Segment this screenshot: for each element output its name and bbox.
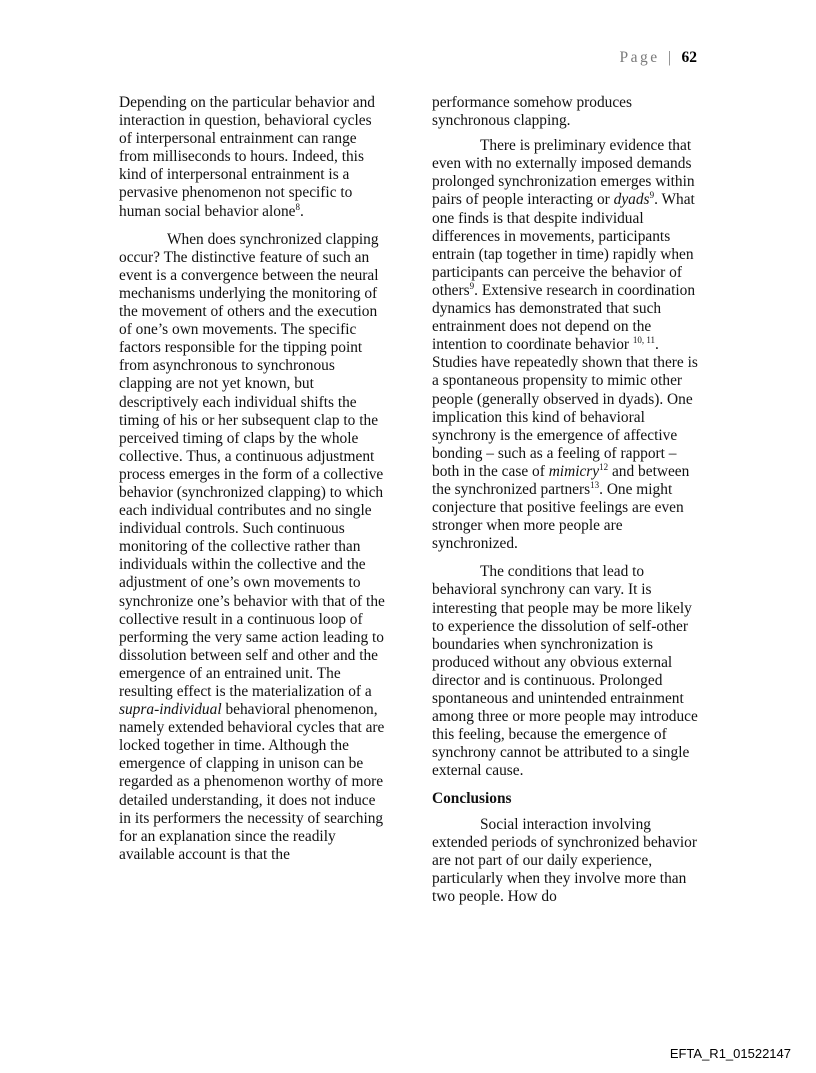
page-number: 62	[681, 49, 697, 66]
citation: 8	[295, 201, 301, 212]
paragraph: When does synchronized clapping occur? The distinctive feature of such an event is a convergence between the neural mechanisms underlying the monitoring of the movement of others and the execution of one’s own movements. The specific factors responsible for the tipping point from asynchronous to synchronous clapping are not yet known, but descriptively each individual shifts the timing of his or her subsequent clap to the perceived timing of claps by the whole collective. Thus, a continuous adjustment process emerges in the form of a collective behavior (synchronized clapping) to which each individual contributes and no single individual controls. Such continuous monitoring of the collective rather than individuals within the collective and the adjustment of one’s own movements to synchronize one’s behavior with that of the collective result in a continuous loop of performing the very same action leading to dissolution between self and other and the emergence of an entrained unit. The resulting effect is the materialization of a supra-individual behavioral phenomenon, namely extended behavioral cycles that are locked together in time. Although the emergence of clapping in unison can be regarded as a phenomenon worthy of more detailed understanding, it does not induce in its performers the necessity of searching for an explanation since the readily available account is that the	[119, 230, 385, 863]
paragraph: performance somehow produces synchronous clapping.	[432, 94, 633, 130]
emphasis: supra-individual	[119, 701, 222, 719]
citation: 9	[469, 280, 475, 291]
paragraph: There is preliminary evidence that even with no externally imposed demands prolonged synchronization emerges within pairs of people interacting or dyads$^9$. What one finds is that despite individual differences in movements, participants entrain (tap together in time) rapidly when participants can perceive the behavior of others$^9$. Extensive research in coordination dynamics has demonstrated that such entrainment does not depend on the intention to coordinate behavior $^{10, 11}$. Studies have repeatedly shown that there is a spontaneous propensity to mimic other people (generally observed in dyads). One implication this kind of behavioral synchrony is the emergence of affective bonding – such as a feeling of rapport – both in the case of mimicry$^{12}$ and between the synchronized partners$^{13}$. One might conjecture that positive feelings are even stronger when more people are synchronized.	[432, 137, 698, 553]
page-header	[620, 49, 698, 67]
page-separator: |	[668, 49, 672, 66]
emphasis: dyads	[613, 191, 650, 209]
paragraph: The conditions that lead to behavioral synchrony can vary. It is interesting that people may be more likely to experience the dissolution of self-other boundaries when synchronization is produced without any obvious external director and is continuous. Prolonged spontaneous and unintended entrainment among three or more people may introduce this feeling, because the emergence of synchrony cannot be attributed to a single external cause.	[432, 563, 698, 780]
citation: 12	[599, 461, 609, 472]
document-id: EFTA_R1_01522147	[669, 1046, 791, 1061]
emphasis: mimicry	[548, 462, 600, 480]
paragraph: Social interaction involving extended periods of synchronized behavior are not part of our daily experience, particularly when they involve more than two people. How do	[432, 815, 697, 905]
citation: 9	[649, 190, 655, 201]
paragraph: Depending on the particular behavior and interaction in question, behavioral cycles of interpersonal entrainment can range from milliseconds to hours. Indeed, this kind of interpersonal entrainment is a pervasive phenomenon not specific to human social behavior alone$^8$.	[119, 94, 375, 220]
section-heading: Conclusions	[432, 790, 512, 808]
left-column	[119, 94, 387, 864]
right-column	[432, 94, 700, 906]
citation: 10, 11	[632, 335, 656, 346]
citation: 13	[590, 479, 600, 490]
page-label: Page	[619, 49, 660, 66]
